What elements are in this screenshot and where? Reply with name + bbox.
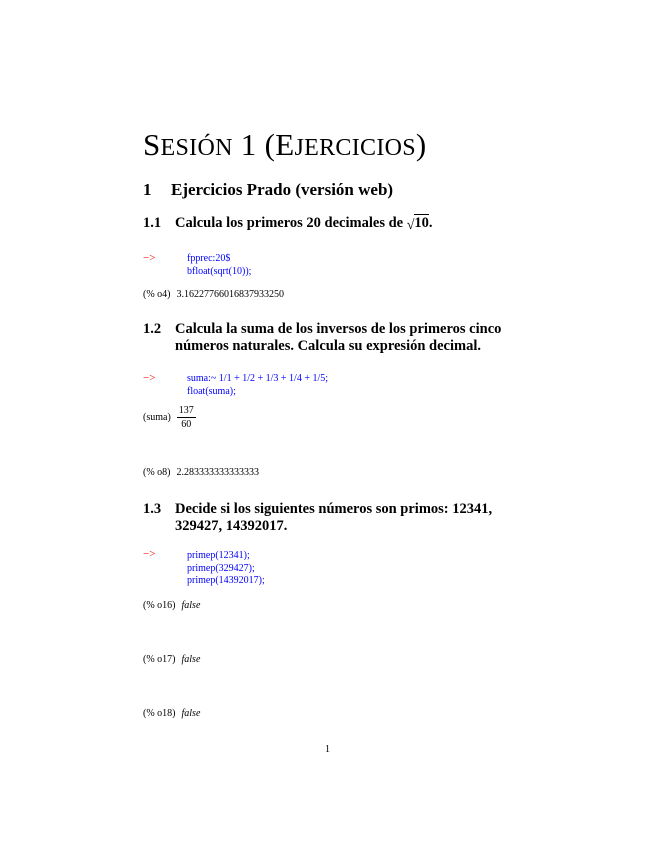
- output-label: (% o8): [143, 467, 171, 478]
- section-number: 1: [143, 180, 152, 199]
- output-line-o18: [143, 708, 200, 719]
- code-block-2: [187, 373, 328, 398]
- subsection-number: 1.3: [143, 501, 162, 517]
- fraction-numerator: 137: [178, 405, 194, 416]
- subsection-number: 1.1: [143, 215, 162, 231]
- subsection-heading-1-2: [143, 321, 501, 355]
- subsection-title-line2: 329427, 14392017.: [175, 518, 288, 534]
- title-number: 1 (: [232, 127, 276, 162]
- title-paren-initial: E: [275, 127, 295, 162]
- input-arrow-icon: −>: [143, 252, 156, 264]
- subsection-title-line1: Decide si los siguientes números son primos: 12341,: [175, 501, 493, 517]
- subsection-number: 1.2: [143, 321, 162, 337]
- document-title: [143, 127, 427, 163]
- output-label: (% o4): [143, 289, 171, 300]
- code-block-1: [187, 253, 251, 278]
- input-arrow-icon: −>: [143, 548, 156, 560]
- code-block-3: [187, 550, 265, 588]
- code-line: float(suma);: [187, 385, 236, 397]
- subsection-title-line2: números naturales. Calcula su expresión decimal.: [175, 338, 481, 354]
- section-heading: [143, 180, 393, 200]
- code-line: primep(14392017);: [187, 575, 265, 586]
- output-label: (% o16): [143, 600, 176, 611]
- output-line-o8: [143, 467, 259, 478]
- output-label: (suma): [143, 412, 171, 423]
- output-line-suma: [143, 405, 196, 430]
- title-rest: ESIÓN: [160, 135, 233, 161]
- code-line: fpprec:20$: [187, 253, 231, 264]
- output-value: 2.283333333333333: [176, 467, 259, 478]
- subsection-heading-1-3: [143, 501, 492, 535]
- sqrt-icon: √: [406, 218, 415, 233]
- code-line: primep(12341);: [187, 550, 250, 561]
- code-line: primep(329427);: [187, 562, 255, 574]
- title-initial: S: [143, 127, 161, 162]
- subsection-title-line1: Calcula la suma de los inversos de los primeros cinco: [175, 321, 502, 337]
- code-line: bfloat(sqrt(10));: [187, 265, 252, 277]
- code-line: suma:~ 1/1 + 1/2 + 1/3 + 1/4 + 1/5;: [187, 373, 329, 384]
- title-paren-rest: JERCICIOS: [294, 135, 416, 161]
- title-close: ): [415, 127, 427, 162]
- subsection-title-end: .: [428, 215, 433, 231]
- output-value: false: [181, 654, 201, 665]
- fraction: [177, 405, 196, 430]
- input-arrow-icon: −>: [143, 372, 156, 384]
- output-line-o17: [143, 654, 200, 665]
- subsection-heading-1-1: [143, 215, 433, 232]
- output-line-o4: [143, 289, 284, 300]
- page-number: 1: [325, 744, 330, 755]
- sqrt-expression: [407, 215, 429, 232]
- section-title: Ejercicios Prado (versión web): [171, 180, 394, 199]
- output-value: 3.16227766016837933250: [176, 289, 284, 300]
- radicand: 10: [414, 215, 429, 231]
- output-label: (% o18): [143, 708, 176, 719]
- output-label: (% o17): [143, 654, 176, 665]
- output-value: false: [181, 708, 201, 719]
- fraction-denominator: 60: [181, 419, 192, 430]
- output-value: false: [181, 600, 201, 611]
- output-line-o16: [143, 600, 200, 611]
- subsection-title: Calcula los primeros 20 decimales de: [175, 215, 404, 231]
